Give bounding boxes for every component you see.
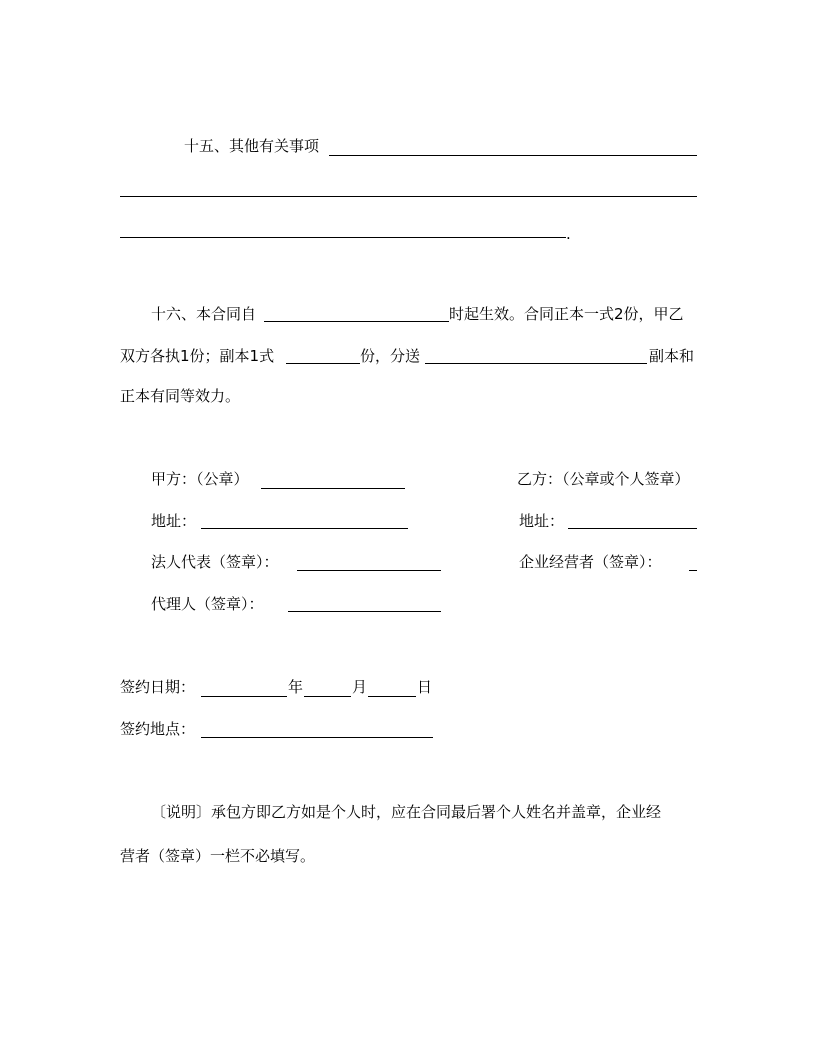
effective-date-field[interactable]	[264, 321, 449, 322]
section-16-effective-text: 时起生效。合同正本一式2份，甲乙	[449, 305, 684, 323]
section-16-prefix: 十六、本合同自	[151, 305, 257, 323]
signing-month-unit: 月	[352, 678, 368, 696]
legal-rep-label: 法人代表（签章）：	[151, 553, 279, 571]
other-matters-field-line-1[interactable]	[329, 155, 697, 156]
party-a-seal-field[interactable]	[261, 488, 405, 489]
party-a-address-field[interactable]	[201, 528, 408, 529]
signing-day-field[interactable]	[368, 696, 416, 697]
section-15-heading: 十五、其他有关事项	[184, 137, 320, 155]
party-a-address-label: 地址：	[151, 512, 197, 530]
party-b-address-field[interactable]	[568, 528, 697, 529]
operator-label: 企业经营者（签章）：	[519, 553, 662, 571]
operator-signature-field[interactable]	[689, 570, 697, 571]
signing-day-unit: 日	[417, 678, 433, 696]
copies-count-field[interactable]	[286, 363, 360, 364]
copy-recipient-field[interactable]	[425, 363, 647, 364]
other-matters-field-line-2[interactable]	[120, 196, 697, 197]
legal-rep-signature-field[interactable]	[297, 570, 441, 571]
signing-place-label: 签约地点：	[120, 720, 196, 738]
agent-signature-field[interactable]	[288, 611, 441, 612]
party-b-address-label: 地址：	[519, 512, 565, 530]
agent-label: 代理人（签章）：	[151, 595, 264, 613]
signing-date-label: 签约日期：	[120, 678, 196, 696]
section-16-line2-suffix: 副本和	[649, 347, 695, 365]
signing-year-field[interactable]	[201, 696, 287, 697]
note-line-1: 〔说明〕承包方即乙方如是个人时，应在合同最后署个人姓名并盖章，企业经	[151, 803, 662, 821]
note-line-2: 营者（签章）一栏不必填写。	[120, 847, 316, 865]
section-16-line3: 正本有同等效力。	[120, 387, 241, 405]
other-matters-field-line-3[interactable]	[120, 237, 566, 238]
party-b-label: 乙方：（公章或个人签章）	[517, 470, 690, 488]
signing-month-field[interactable]	[304, 696, 351, 697]
section-16-line2-prefix: 双方各执1份；副本1式	[120, 347, 275, 365]
party-a-label: 甲方：（公章）	[151, 470, 249, 488]
section-16-copies-unit: 份，分送	[360, 347, 421, 365]
signing-year-unit: 年	[288, 678, 304, 696]
section-15-period: .	[566, 225, 571, 243]
signing-place-field[interactable]	[201, 737, 433, 738]
